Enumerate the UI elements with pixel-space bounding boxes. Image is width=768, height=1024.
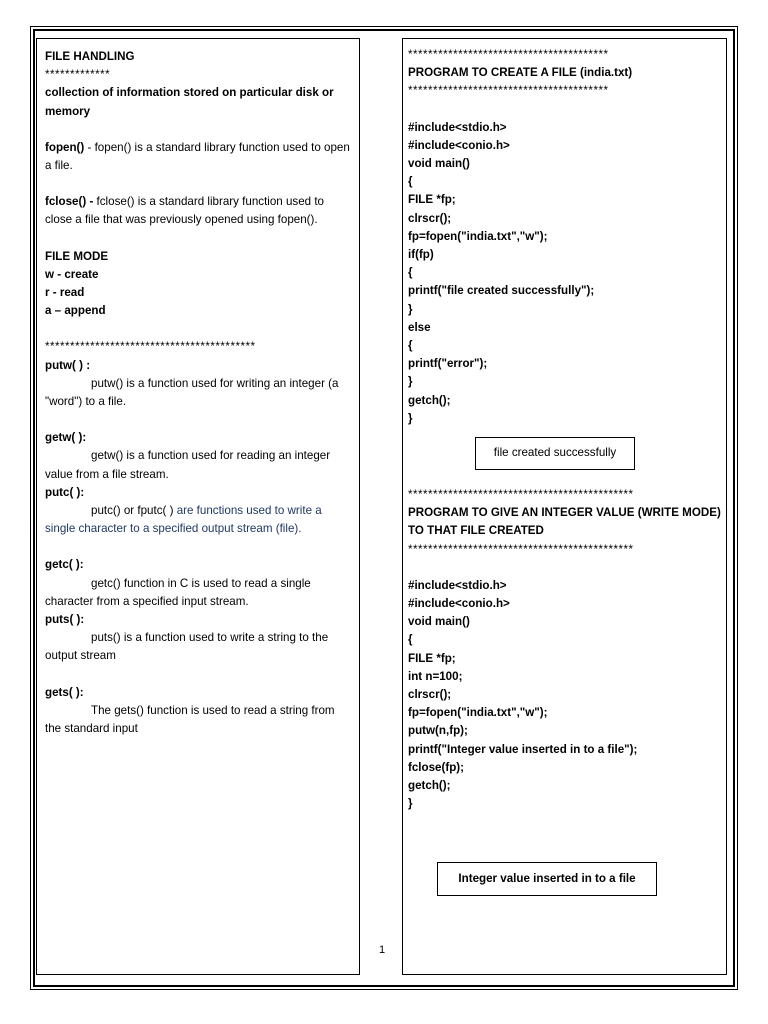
prog1-title: PROGRAM TO CREATE A FILE (india.txt): [408, 66, 633, 80]
getw-desc: getw() is a function used for reading an integer value from a file stream.: [45, 449, 331, 481]
fopen-term: fopen(): [45, 140, 85, 154]
code-line: int n=100;: [408, 669, 463, 683]
separator-stars: ******************************************: [45, 340, 256, 354]
putc-heading: putc( ):: [45, 485, 85, 499]
getw-heading: getw( ):: [45, 431, 87, 445]
code-line: #include<stdio.h>: [408, 120, 507, 134]
file-definition: collection of information stored on particular disk or memory: [45, 86, 334, 118]
putc-desc: putc() or fputc( ) are functions used to write a single character to a specified output stream (file).: [45, 504, 322, 536]
code-line: clrscr();: [408, 688, 452, 702]
code-line: printf("file created successfully");: [408, 284, 595, 298]
gets-desc: The gets() function is used to read a string from the standard input: [45, 703, 335, 736]
getc-heading: getc( ):: [45, 558, 84, 572]
prog2-output-box: Integer value inserted in to a file: [437, 862, 657, 896]
gets-heading: gets( ):: [45, 685, 84, 699]
code-line: printf("Integer value inserted in to a file");: [408, 742, 638, 756]
code-line: }: [408, 797, 413, 811]
code-line: fp=fopen("india.txt","w");: [408, 706, 548, 720]
fopen-desc: - fopen() is a standard library function used to open a file.: [45, 140, 350, 173]
code-line: FILE *fp;: [408, 651, 456, 665]
putw-desc: putw() is a function used for writing an integer (a "word") to a file.: [45, 376, 339, 409]
code-line: void main(): [408, 615, 470, 629]
prog2-title: PROGRAM TO GIVE AN INTEGER VALUE (WRITE MODE) TO THAT FILE CREATED: [408, 506, 721, 538]
page-number: 1: [379, 944, 386, 956]
file-mode-item: r - read: [45, 286, 85, 300]
code-line: {: [408, 633, 413, 647]
code-line: #include<conio.h>: [408, 138, 510, 152]
file-mode-item: w - create: [45, 267, 99, 281]
prog1-stars-bottom: ****************************************: [408, 84, 609, 98]
prog2-section: [408, 486, 722, 813]
fclose-term: fclose() -: [45, 195, 94, 209]
section-title: FILE HANDLING: [45, 50, 135, 63]
code-line: void main(): [408, 157, 470, 171]
code-line: getch();: [408, 393, 451, 407]
code-line: #include<conio.h>: [408, 597, 510, 611]
code-line: fp=fopen("india.txt","w");: [408, 229, 548, 243]
code-line: {: [408, 339, 413, 353]
code-line: }: [408, 302, 413, 316]
file-mode-item: a – append: [45, 304, 106, 318]
code-line: if(fp): [408, 248, 434, 262]
putw-heading: putw( ) :: [45, 358, 91, 372]
puts-desc: puts() is a function used to write a string to the output stream: [45, 631, 329, 663]
code-line: }: [408, 411, 413, 425]
code-line: clrscr();: [408, 211, 452, 225]
prog1-code: [408, 119, 722, 428]
prog2-code: [408, 577, 722, 814]
code-line: FILE *fp;: [408, 193, 456, 207]
code-line: }: [408, 375, 413, 389]
prog2-stars-bottom: *********************************************: [408, 542, 634, 556]
getc-desc: getc() function in C is used to read a single character from a specified input stream.: [45, 576, 311, 608]
left-column: [36, 38, 360, 975]
code-line: printf("error");: [408, 357, 488, 371]
fopen-entry: [45, 139, 352, 175]
code-line: #include<stdio.h>: [408, 578, 507, 592]
file-mode-heading: FILE MODE: [45, 249, 109, 263]
code-line: {: [408, 175, 413, 189]
code-line: {: [408, 266, 413, 280]
fclose-desc: fclose() is a standard library function used to close a file that was previously opened using fopen().: [45, 195, 325, 227]
code-line: else: [408, 320, 431, 334]
title-stars: *************: [45, 68, 111, 82]
puts-heading: puts( ):: [45, 613, 85, 627]
prog1-stars-top: ****************************************: [408, 48, 609, 61]
prog1-output-box: file created successfully: [475, 437, 635, 470]
fclose-entry: [45, 193, 352, 229]
code-line: putw(n,fp);: [408, 724, 468, 738]
code-line: getch();: [408, 779, 451, 793]
prog2-stars-top: *********************************************: [408, 488, 634, 501]
code-line: fclose(fp);: [408, 760, 465, 774]
right-column: [402, 38, 727, 975]
